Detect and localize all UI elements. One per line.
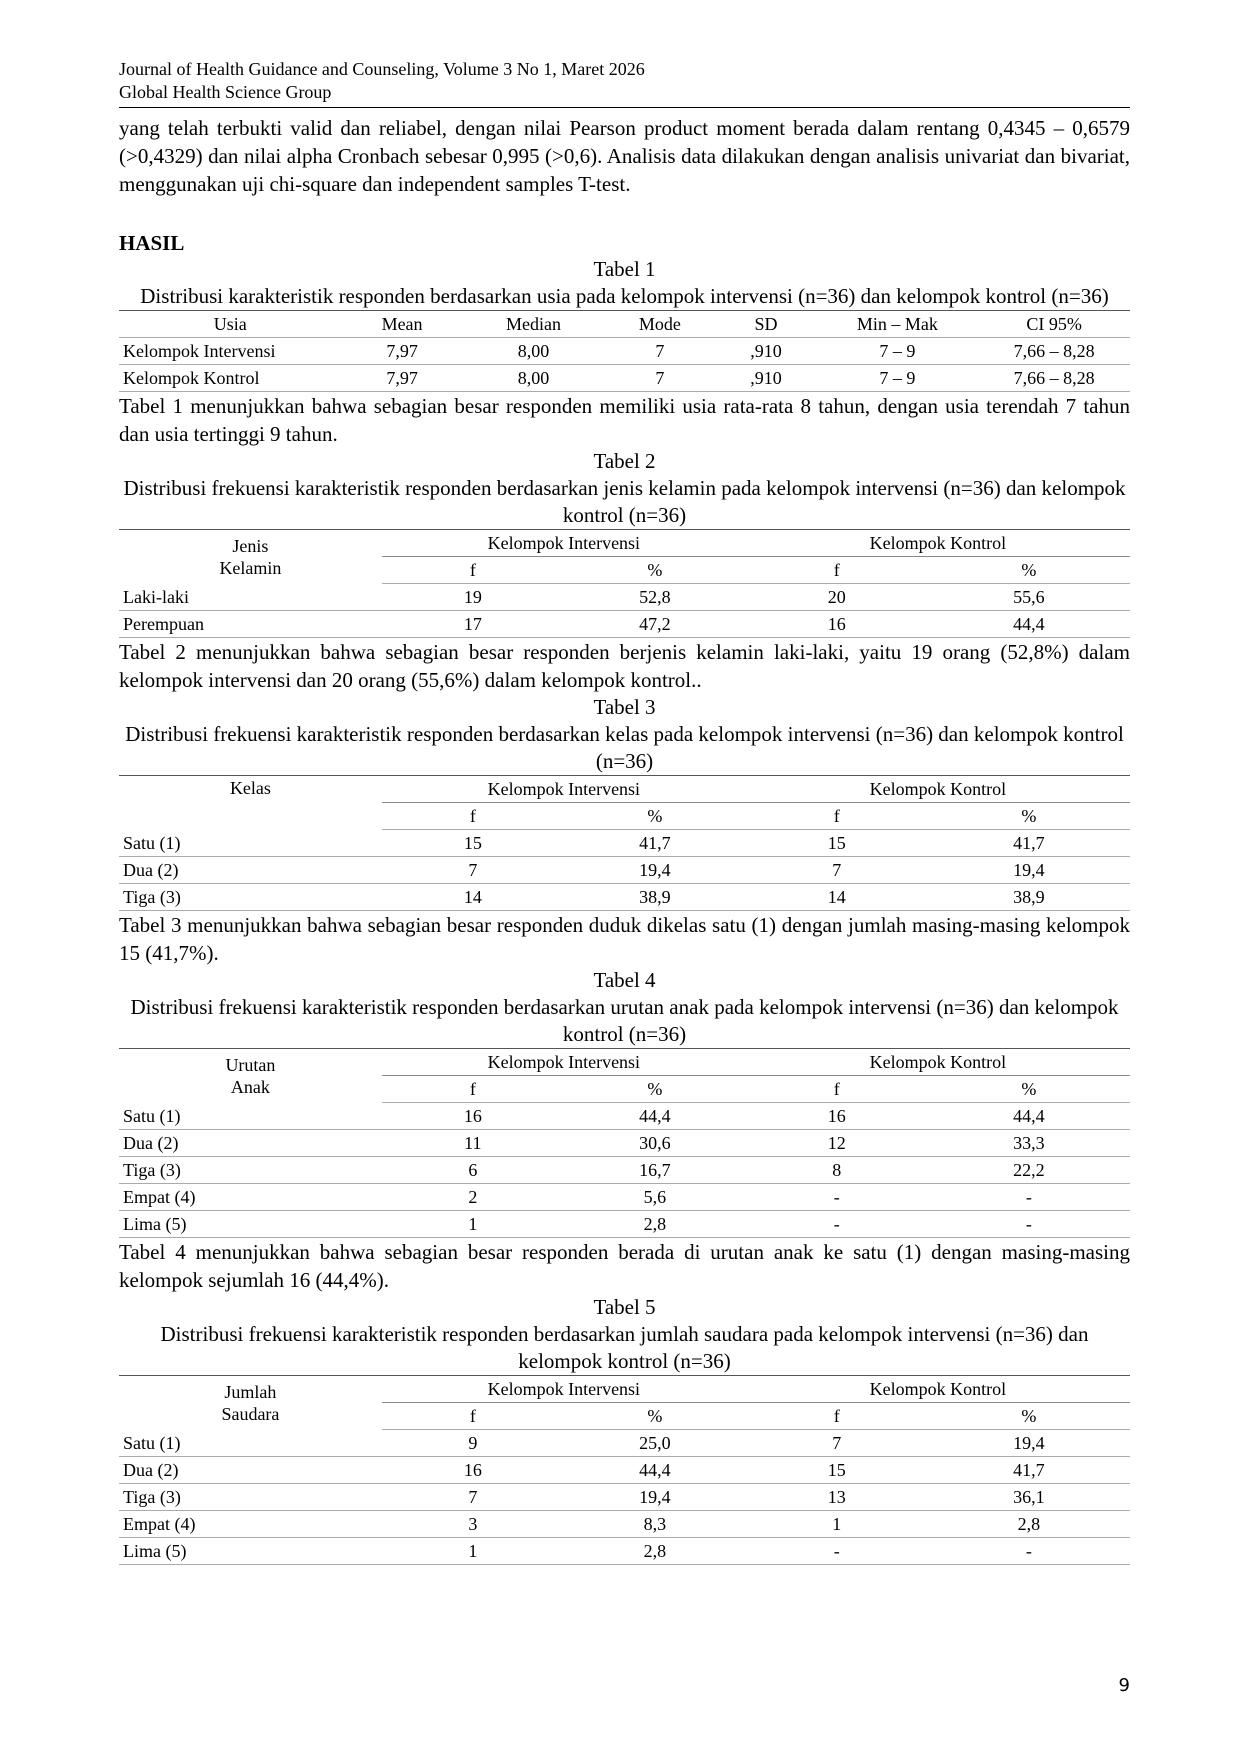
table-row bbox=[119, 1430, 1130, 1457]
table-cell: 16 bbox=[746, 611, 928, 638]
table2-group2: Kelompok Kontrol bbox=[746, 530, 1130, 557]
table1-header-row bbox=[119, 311, 1130, 338]
table2-row-header-line2: Kelamin bbox=[219, 557, 282, 578]
table-cell: 2,8 bbox=[564, 1211, 746, 1238]
table1-label: Tabel 1 bbox=[593, 257, 656, 281]
table-cell: 15 bbox=[746, 830, 928, 857]
table1 bbox=[119, 310, 1130, 392]
table-cell: Dua (2) bbox=[119, 1130, 382, 1157]
table-row bbox=[119, 1457, 1130, 1484]
table-cell: 6 bbox=[382, 1157, 564, 1184]
table3-description: Tabel 3 menunjukkan bahwa sebagian besar responden duduk dikelas satu (1) dengan jumlah masing-masing kelompok 15 (41,7%). bbox=[119, 913, 1130, 965]
table2-description: Tabel 2 menunjukkan bahwa sebagian besar responden berjenis kelamin laki-laki, yaitu 19 orang (52,8%) dalam kelompok intervensi dan 20 orang (55,6%) dalam kelompok kontrol.. bbox=[119, 640, 1130, 692]
table-cell: 30,6 bbox=[564, 1130, 746, 1157]
table5-group1: Kelompok Intervensi bbox=[382, 1376, 746, 1403]
table-cell: Empat (4) bbox=[119, 1511, 382, 1538]
table-row bbox=[119, 1538, 1130, 1565]
table-cell: 36,1 bbox=[928, 1484, 1130, 1511]
table-cell: 7 – 9 bbox=[817, 338, 979, 365]
table5-caption: Distribusi frekuensi karakteristik responden berdasarkan jumlah saudara pada kelompok intervensi (n=36) dan kelompok kontrol (n=36) bbox=[160, 1322, 1089, 1373]
table-cell: - bbox=[928, 1184, 1130, 1211]
table3-sub-header: % bbox=[928, 803, 1130, 830]
running-header bbox=[119, 58, 1130, 104]
table-cell: 44,4 bbox=[928, 1103, 1130, 1130]
table-cell: Empat (4) bbox=[119, 1184, 382, 1211]
table4 bbox=[119, 1048, 1130, 1238]
table-row bbox=[119, 584, 1130, 611]
table-cell: 33,3 bbox=[928, 1130, 1130, 1157]
table2-caption: Distribusi frekuensi karakteristik responden berdasarkan jenis kelamin pada kelompok intervensi (n=36) dan kelompok kontrol (n=36) bbox=[123, 476, 1126, 527]
table-cell: 16 bbox=[382, 1457, 564, 1484]
table-row bbox=[119, 1511, 1130, 1538]
table1-col-header: SD bbox=[715, 311, 816, 338]
table-cell: 38,9 bbox=[564, 884, 746, 911]
table-cell: 1 bbox=[382, 1538, 564, 1565]
table5-sub-header: f bbox=[382, 1403, 564, 1430]
table-cell: 16 bbox=[382, 1103, 564, 1130]
table3-sub-header: f bbox=[382, 803, 564, 830]
table-cell: 14 bbox=[746, 884, 928, 911]
table-cell: 22,2 bbox=[928, 1157, 1130, 1184]
table-cell: 7 bbox=[746, 857, 928, 884]
page bbox=[119, 58, 1130, 1565]
table-cell: 19,4 bbox=[928, 1430, 1130, 1457]
table-cell: - bbox=[746, 1538, 928, 1565]
table4-description: Tabel 4 menunjukkan bahwa sebagian besar responden berada di urutan anak ke satu (1) dengan masing-masing kelompok sejumlah 16 (44,4%). bbox=[119, 1240, 1130, 1292]
table4-row-header-line1: Urutan bbox=[225, 1054, 276, 1075]
table5 bbox=[119, 1375, 1130, 1565]
table-cell: Kelompok Kontrol bbox=[119, 365, 341, 392]
table1-description: Tabel 1 menunjukkan bahwa sebagian besar responden memiliki usia rata-rata 8 tahun, dengan usia terendah 7 tahun dan usia tertinggi 9 tahun. bbox=[119, 394, 1130, 446]
table5-row-header-line1: Jumlah bbox=[224, 1381, 277, 1402]
table-cell: Satu (1) bbox=[119, 830, 382, 857]
table2-sub-header: f bbox=[382, 557, 564, 584]
header-rule bbox=[119, 107, 1130, 108]
table4-row-header-line2: Anak bbox=[230, 1076, 270, 1097]
table3-group2: Kelompok Kontrol bbox=[746, 776, 1130, 803]
table-row bbox=[119, 1130, 1130, 1157]
section-heading: HASIL bbox=[119, 231, 185, 255]
table-cell: Tiga (3) bbox=[119, 1157, 382, 1184]
table2-group-row bbox=[119, 530, 1130, 557]
table5-group2: Kelompok Kontrol bbox=[746, 1376, 1130, 1403]
table1-col-header: Min – Mak bbox=[817, 311, 979, 338]
table4-sub-header: f bbox=[746, 1076, 928, 1103]
page-number: 9 bbox=[1118, 1675, 1130, 1696]
table-cell: 11 bbox=[382, 1130, 564, 1157]
table-cell: 1 bbox=[746, 1511, 928, 1538]
table-cell: 8 bbox=[746, 1157, 928, 1184]
table-cell: 7,66 – 8,28 bbox=[978, 338, 1130, 365]
table-cell: 2 bbox=[382, 1184, 564, 1211]
table3-group1: Kelompok Intervensi bbox=[382, 776, 746, 803]
table1-col-header: CI 95% bbox=[978, 311, 1130, 338]
table-cell: 16,7 bbox=[564, 1157, 746, 1184]
table5-row-header bbox=[119, 1376, 382, 1430]
table3-sub-header: % bbox=[564, 803, 746, 830]
table2-label: Tabel 2 bbox=[593, 449, 656, 473]
table-cell: 19,4 bbox=[564, 857, 746, 884]
table-cell: Lima (5) bbox=[119, 1211, 382, 1238]
table5-row-header-line2: Saudara bbox=[221, 1403, 280, 1424]
table-row bbox=[119, 1103, 1130, 1130]
table-cell: 44,4 bbox=[564, 1457, 746, 1484]
table-cell: Tiga (3) bbox=[119, 884, 382, 911]
table-cell: 44,4 bbox=[928, 611, 1130, 638]
table-cell: Laki-laki bbox=[119, 584, 382, 611]
table-cell: 15 bbox=[746, 1457, 928, 1484]
table-cell: 5,6 bbox=[564, 1184, 746, 1211]
table4-label: Tabel 4 bbox=[593, 968, 656, 992]
table4-row-header bbox=[119, 1049, 382, 1103]
table3-row-header: Kelas bbox=[229, 778, 271, 798]
table-cell: 12 bbox=[746, 1130, 928, 1157]
table-cell: 14 bbox=[382, 884, 564, 911]
table-cell: 9 bbox=[382, 1430, 564, 1457]
table-cell: 7 bbox=[382, 1484, 564, 1511]
table-row bbox=[119, 1484, 1130, 1511]
table1-col-header: Mode bbox=[604, 311, 715, 338]
table-cell: 19 bbox=[382, 584, 564, 611]
table-cell: Tiga (3) bbox=[119, 1484, 382, 1511]
table2-sub-header: f bbox=[746, 557, 928, 584]
table2-sub-header: % bbox=[928, 557, 1130, 584]
table-cell: 8,00 bbox=[463, 338, 605, 365]
table-cell: - bbox=[928, 1211, 1130, 1238]
table-cell: 19,4 bbox=[928, 857, 1130, 884]
table-cell: 55,6 bbox=[928, 584, 1130, 611]
table-cell: 20 bbox=[746, 584, 928, 611]
table4-sub-header: % bbox=[564, 1076, 746, 1103]
table-cell: 7 bbox=[604, 365, 715, 392]
table-row bbox=[119, 857, 1130, 884]
table5-label: Tabel 5 bbox=[593, 1295, 656, 1319]
table-cell: 47,2 bbox=[564, 611, 746, 638]
table-cell: 15 bbox=[382, 830, 564, 857]
table-cell: Perempuan bbox=[119, 611, 382, 638]
table-cell: 7 – 9 bbox=[817, 365, 979, 392]
table4-caption: Distribusi frekuensi karakteristik responden berdasarkan urutan anak pada kelompok intervensi (n=36) dan kelompok kontrol (n=36) bbox=[130, 995, 1119, 1046]
table-cell: Satu (1) bbox=[119, 1430, 382, 1457]
table-row bbox=[119, 1211, 1130, 1238]
table4-sub-header: % bbox=[928, 1076, 1130, 1103]
table-cell: 7 bbox=[604, 338, 715, 365]
table-cell: 8,3 bbox=[564, 1511, 746, 1538]
table3-group-row bbox=[119, 776, 1130, 803]
table-cell: Dua (2) bbox=[119, 1457, 382, 1484]
table-row bbox=[119, 1184, 1130, 1211]
table-cell: 1 bbox=[382, 1211, 564, 1238]
table4-sub-header: f bbox=[382, 1076, 564, 1103]
table5-sub-header: % bbox=[928, 1403, 1130, 1430]
table-cell: 7 bbox=[746, 1430, 928, 1457]
table4-group2: Kelompok Kontrol bbox=[746, 1049, 1130, 1076]
table5-group-row bbox=[119, 1376, 1130, 1403]
table4-group1: Kelompok Intervensi bbox=[382, 1049, 746, 1076]
table4-group-row bbox=[119, 1049, 1130, 1076]
table-row bbox=[119, 1157, 1130, 1184]
table-cell: 44,4 bbox=[564, 1103, 746, 1130]
table-cell: Lima (5) bbox=[119, 1538, 382, 1565]
table-cell: 16 bbox=[746, 1103, 928, 1130]
table1-col-header: Mean bbox=[341, 311, 462, 338]
table-row bbox=[119, 338, 1130, 365]
table-cell: 52,8 bbox=[564, 584, 746, 611]
table-cell: - bbox=[746, 1211, 928, 1238]
table-cell: 3 bbox=[382, 1511, 564, 1538]
table5-sub-header: f bbox=[746, 1403, 928, 1430]
table-cell: 7,66 – 8,28 bbox=[978, 365, 1130, 392]
table-cell: 41,7 bbox=[928, 1457, 1130, 1484]
table1-col-header: Median bbox=[463, 311, 605, 338]
table1-caption: Distribusi karakteristik responden berdasarkan usia pada kelompok intervensi (n=36) dan kelompok kontrol (n=36) bbox=[140, 284, 1109, 308]
table-cell: Kelompok Intervensi bbox=[119, 338, 341, 365]
table3-sub-header: f bbox=[746, 803, 928, 830]
journal-title: Journal of Health Guidance and Counseling, Volume 3 No 1, Maret 2026 bbox=[119, 59, 645, 79]
table-cell: 25,0 bbox=[564, 1430, 746, 1457]
table1-col-header: Usia bbox=[119, 311, 341, 338]
table5-sub-header: % bbox=[564, 1403, 746, 1430]
table-row bbox=[119, 884, 1130, 911]
table-cell: 7,97 bbox=[341, 365, 462, 392]
table2-row-header bbox=[119, 530, 382, 584]
table-row bbox=[119, 830, 1130, 857]
table-cell: 7,97 bbox=[341, 338, 462, 365]
table2-row-header-line1: Jenis bbox=[232, 535, 269, 556]
table3 bbox=[119, 775, 1130, 911]
table2-sub-header: % bbox=[564, 557, 746, 584]
table2 bbox=[119, 529, 1130, 638]
table-cell: 41,7 bbox=[564, 830, 746, 857]
table-cell: 8,00 bbox=[463, 365, 605, 392]
table-row bbox=[119, 611, 1130, 638]
table-cell: 17 bbox=[382, 611, 564, 638]
table-row bbox=[119, 365, 1130, 392]
table-cell: Satu (1) bbox=[119, 1103, 382, 1130]
table-cell: ,910 bbox=[715, 338, 816, 365]
table-cell: 2,8 bbox=[928, 1511, 1130, 1538]
intro-paragraph: yang telah terbukti valid dan reliabel, dengan nilai Pearson product moment berada dalam rentang 0,4345 – 0,6579 (>0,4329) dan nilai alpha Cronbach sebesar 0,995 (>0,6). Analisis data dilakukan dengan analisis univariat dan bivariat, menggunakan uji chi-square dan independent samples T-test. bbox=[119, 116, 1130, 196]
table-cell: 19,4 bbox=[564, 1484, 746, 1511]
table-cell: - bbox=[928, 1538, 1130, 1565]
table3-label: Tabel 3 bbox=[593, 695, 656, 719]
table-cell: ,910 bbox=[715, 365, 816, 392]
table3-caption: Distribusi frekuensi karakteristik responden berdasarkan kelas pada kelompok intervensi (n=36) dan kelompok kontrol (n=36) bbox=[125, 722, 1124, 773]
table2-group1: Kelompok Intervensi bbox=[382, 530, 746, 557]
table-cell: 38,9 bbox=[928, 884, 1130, 911]
table-cell: Dua (2) bbox=[119, 857, 382, 884]
table-cell: 2,8 bbox=[564, 1538, 746, 1565]
table-cell: 13 bbox=[746, 1484, 928, 1511]
publisher-name: Global Health Science Group bbox=[119, 82, 332, 102]
table-cell: 41,7 bbox=[928, 830, 1130, 857]
table-cell: 7 bbox=[382, 857, 564, 884]
table-cell: - bbox=[746, 1184, 928, 1211]
